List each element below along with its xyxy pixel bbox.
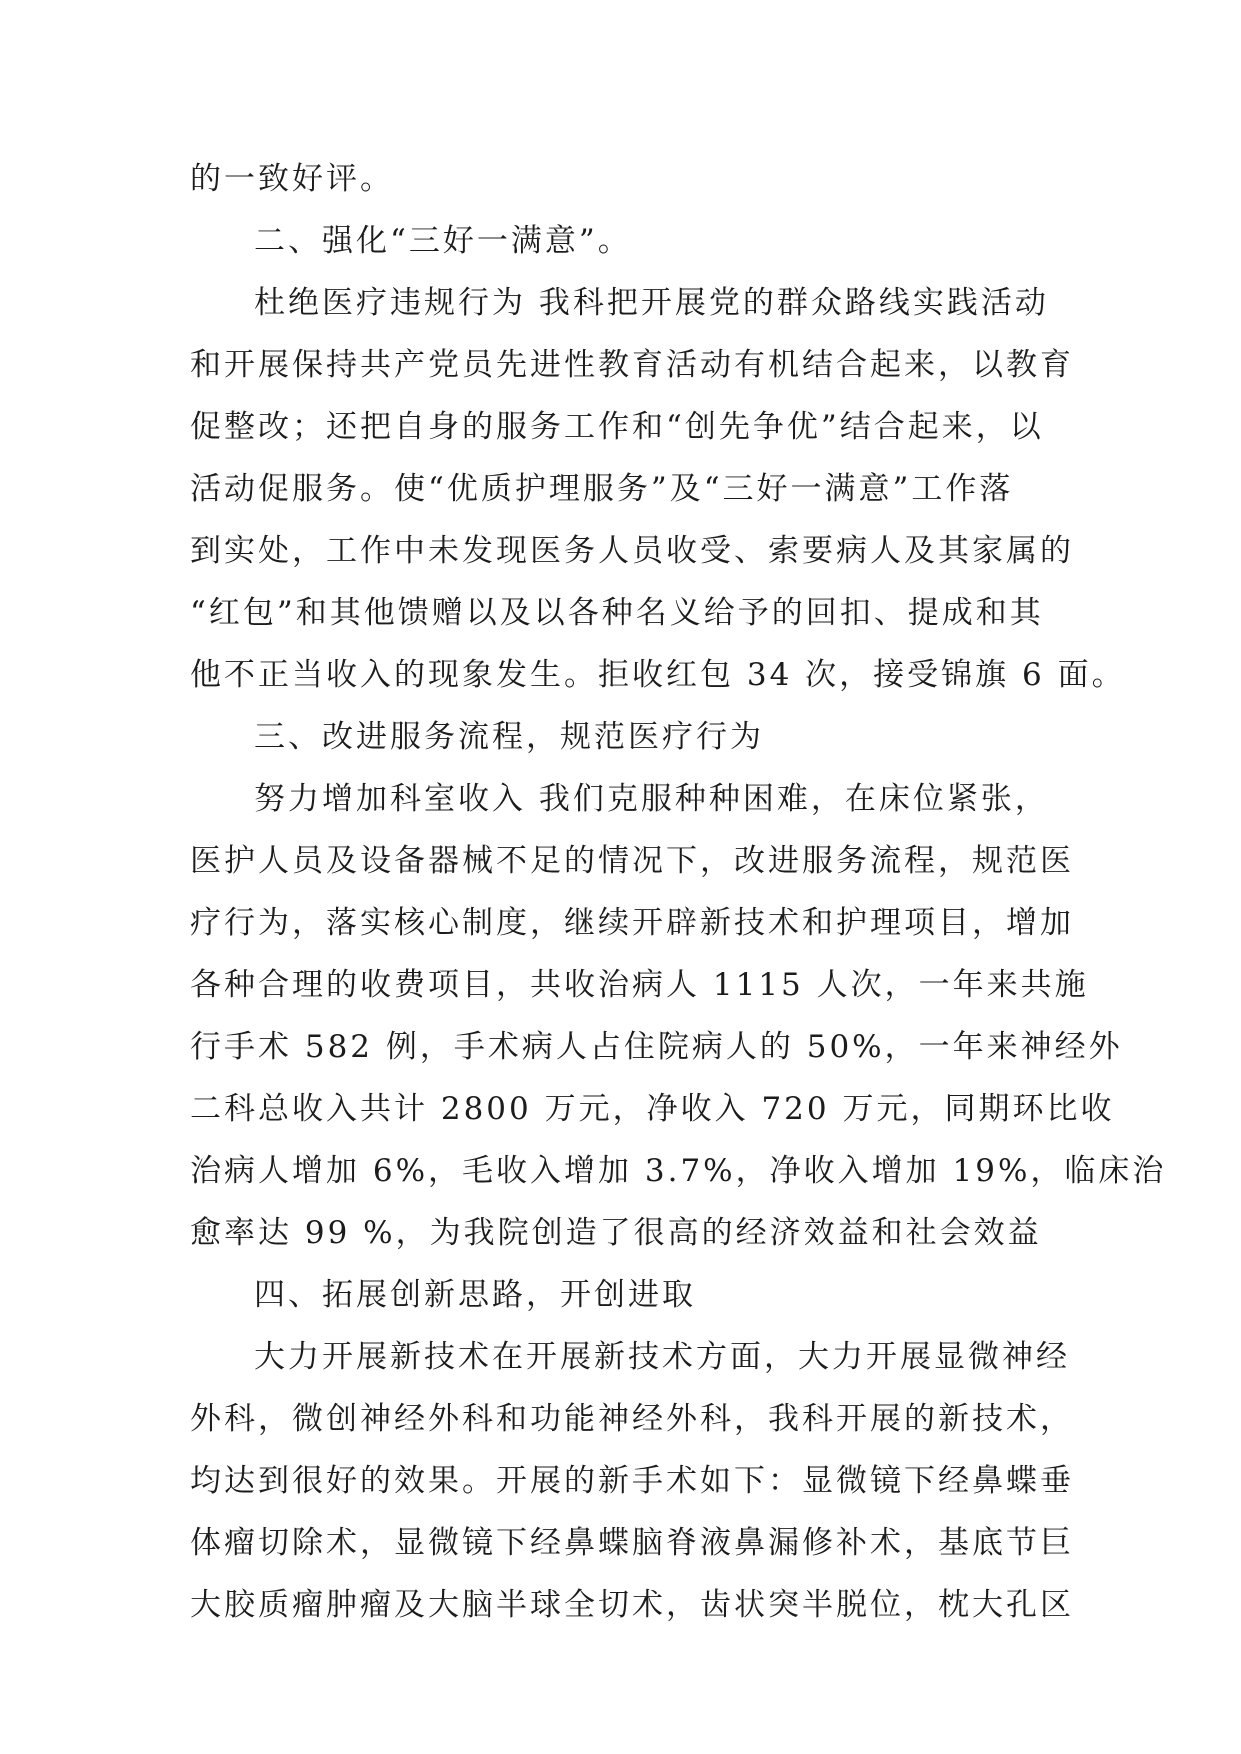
document-body xyxy=(190,148,1167,1636)
text-line: “红包”和其他馈赠以及以各种名义给予的回扣、提成和其 xyxy=(190,595,1044,631)
text-line: 行手术 582 例，手术病人占住院病人的 50%，一年来神经外 xyxy=(190,1029,1123,1065)
text-line: 活动促服务。使“优质护理服务”及“三好一满意”工作落 xyxy=(190,471,1014,507)
section-heading: 二、强化“三好一满意”。 xyxy=(254,223,632,259)
text-line: 外科，微创神经外科和功能神经外科，我科开展的新技术， xyxy=(190,1401,1074,1437)
text-line: 体瘤切除术，显微镜下经鼻蝶脑脊液鼻漏修补术，基底节巨 xyxy=(190,1525,1074,1561)
text-line: 愈率达 99 %，为我院创造了很高的经济效益和社会效益 xyxy=(190,1215,1042,1251)
text-line: 各种合理的收费项目，共收治病人 1115 人次，一年来共施 xyxy=(190,967,1089,1003)
section-heading: 四、拓展创新思路，开创进取 xyxy=(254,1277,696,1313)
text-line: 到实处，工作中未发现医务人员收受、索要病人及其家属的 xyxy=(190,533,1074,569)
text-line: 二科总收入共计 2800 万元，净收入 720 万元，同期环比收 xyxy=(190,1091,1115,1127)
text-line: 治病人增加 6%，毛收入增加 3.7%，净收入增加 19%，临床治 xyxy=(190,1153,1167,1189)
section-heading: 三、改进服务流程，规范医疗行为 xyxy=(254,719,764,755)
text-line: 疗行为，落实核心制度，继续开辟新技术和护理项目，增加 xyxy=(190,905,1074,941)
text-line: 的一致好评。 xyxy=(190,161,394,197)
paragraph-first-line: 杜绝医疗违规行为 我科把开展党的群众路线实践活动 xyxy=(254,285,1049,321)
paragraph-first-line: 努力增加科室收入 我们克服种种困难，在床位紧张， xyxy=(254,781,1049,817)
text-line: 促整改；还把自身的服务工作和“创先争优”结合起来，以 xyxy=(190,409,1044,445)
text-line: 和开展保持共产党员先进性教育活动有机结合起来，以教育 xyxy=(190,347,1074,383)
paragraph-first-line: 大力开展新技术在开展新技术方面，大力开展显微神经 xyxy=(254,1339,1070,1375)
text-line: 均达到很好的效果。开展的新手术如下：显微镜下经鼻蝶垂 xyxy=(190,1463,1074,1499)
text-line: 他不正当收入的现象发生。拒收红包 34 次，接受锦旗 6 面。 xyxy=(190,657,1126,693)
text-line: 医护人员及设备器械不足的情况下，改进服务流程，规范医 xyxy=(190,843,1074,879)
text-line: 大胶质瘤肿瘤及大脑半球全切术，齿状突半脱位，枕大孔区 xyxy=(190,1587,1074,1623)
